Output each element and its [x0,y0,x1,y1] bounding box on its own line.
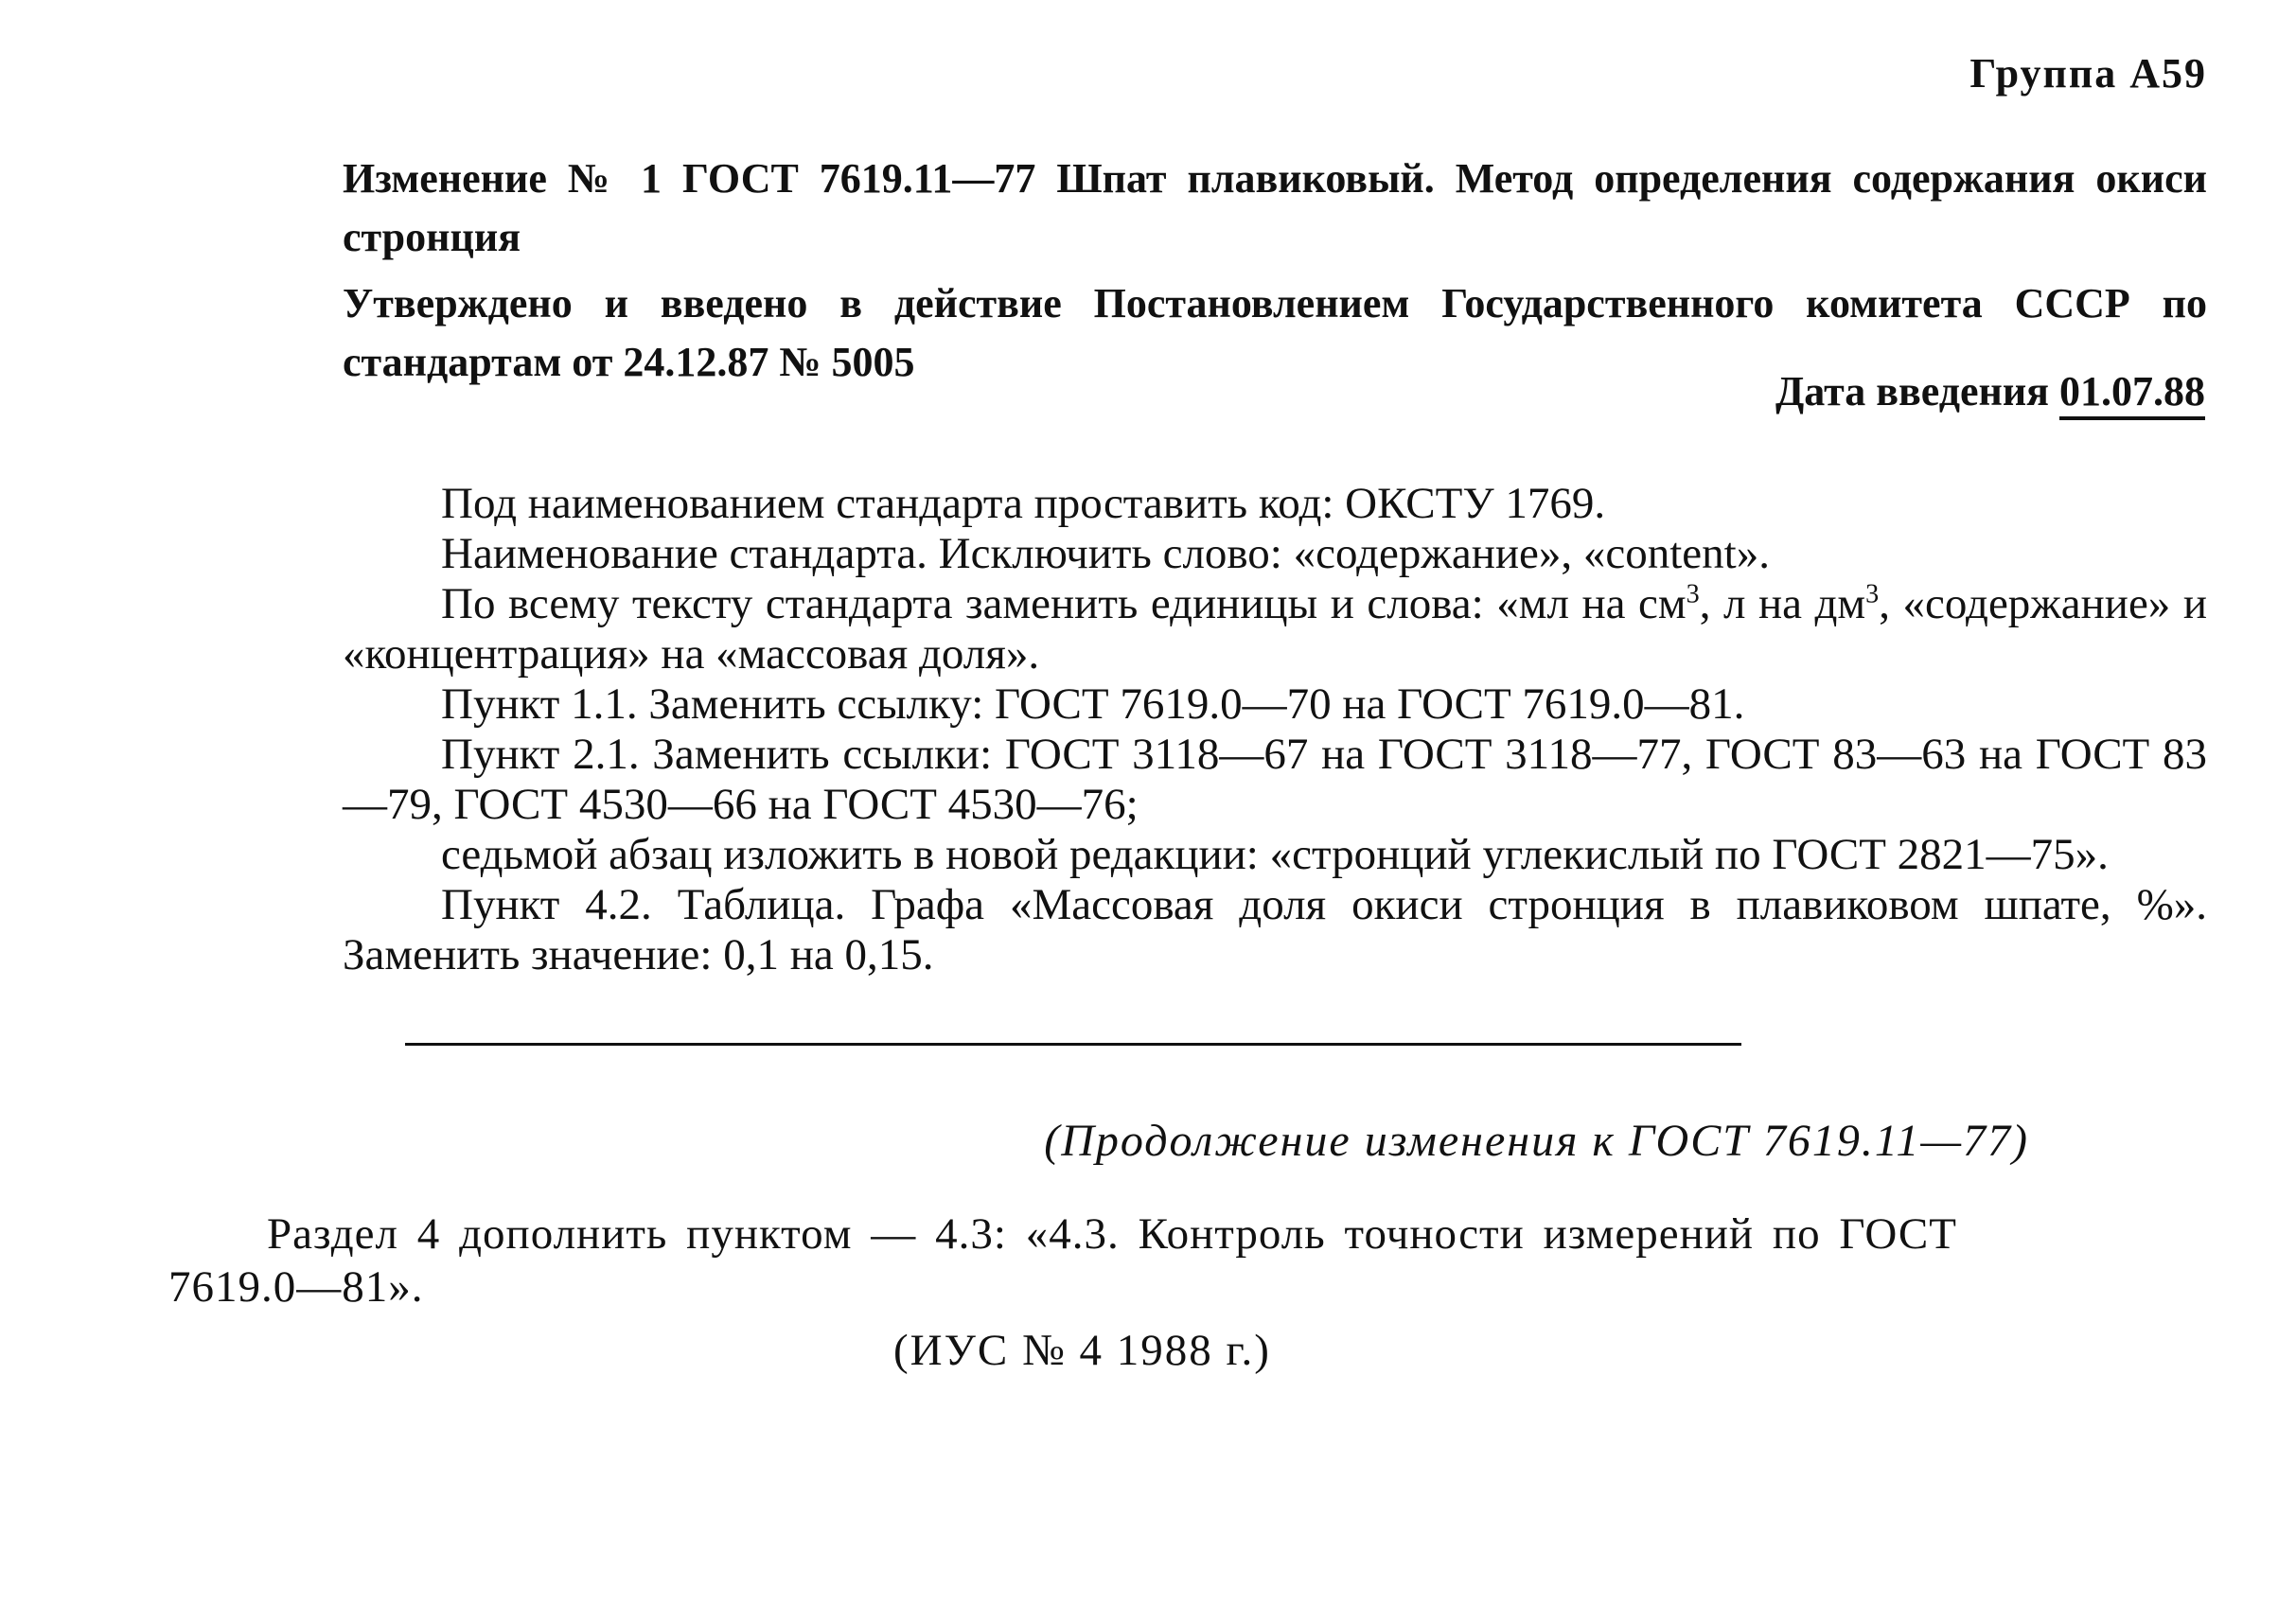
effective-date-label: Дата введения [1775,368,2049,414]
body-paragraph: седьмой абзац изложить в новой редакции: «стронций углекислый по ГОСТ 2821—75». [441,830,2109,879]
section-divider [405,1043,1741,1046]
body-text: , «содержание» и «концентрация» на «массовая доля». [343,579,2207,679]
body-paragraph: Пункт 1.1. Заменить ссылку: ГОСТ 7619.0—70 на ГОСТ 7619.0—81. [441,679,1745,729]
body-paragraph: Раздел 4 дополнить пунктом — 4.3: «4.3. Контроль точности измерений по ГОСТ 7619.0—81». [168,1209,1957,1312]
publication-reference: (ИУС № 4 1988 г.) [893,1326,1271,1375]
approval-statement: Утверждено и введено в действие Постановлением Государственного комитета СССР по стандартам от 24.12.87 № 5005 [343,280,2207,385]
body-paragraph [343,579,2207,679]
effective-date [1775,367,2205,415]
effective-date-value: 01.07.88 [2059,368,2205,420]
amendment-title: Изменение № 1 ГОСТ 7619.11—77 Шпат плавиковый. Метод определения содержания окиси стронция [343,155,2207,260]
body-paragraph: Под наименованием стандарта проставить код: ОКСТУ 1769. [441,479,1606,528]
superscript: 3 [1865,579,1880,609]
body-paragraph: Наименование стандарта. Исключить слово: «содержание», «content». [441,529,1770,578]
body-text: По всему тексту стандарта заменить единицы и слова: «мл на см [441,579,1687,628]
body-paragraph: Пункт 2.1. Заменить ссылки: ГОСТ 3118—67 на ГОСТ 3118—77, ГОСТ 83—63 на ГОСТ 83—79, ГОСТ 4530—66 на ГОСТ 4530—76; [343,730,2207,829]
superscript: 3 [1686,579,1700,609]
body-paragraph: Пункт 4.2. Таблица. Графа «Массовая доля окиси стронция в плавиковом шпате, %». Заменить значение: 0,1 на 0,15. [343,880,2207,979]
group-code: Группа А59 [1969,50,2207,97]
continuation-body [168,1208,1957,1313]
continuation-heading: (Продолжение изменения к ГОСТ 7619.11—77) [1044,1116,2029,1166]
body-text: , л на дм [1699,579,1866,628]
amendment-body [343,479,2207,980]
